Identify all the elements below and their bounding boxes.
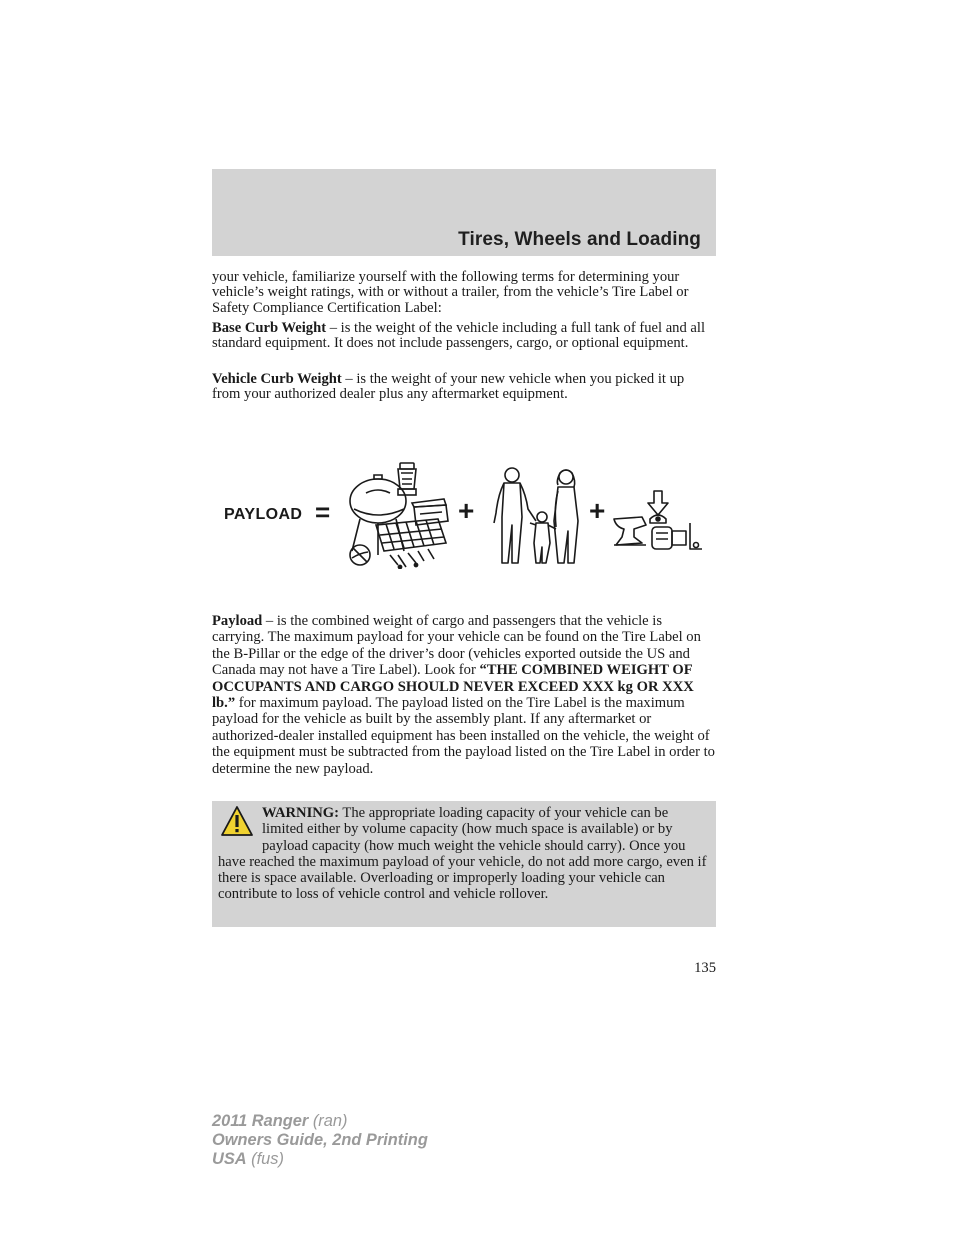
payload-text: for maximum payload. The payload listed on the Tire Label is the maximum payload for the vehicle as built by the assembly plant. If any aftermarket or authorized-dealer installed equipment has been installed on the vehicle, the weight of the equipment must be subtracted from the payload listed on the Tire Label in order to determine the new payload.	[212, 695, 715, 777]
definition-base-curb-weight	[212, 321, 716, 352]
footer-model: 2011 Ranger	[212, 1112, 309, 1130]
footer-line-market	[212, 1150, 428, 1169]
definition-term: Base Curb Weight	[212, 320, 327, 336]
footer-model-code: (ran)	[308, 1112, 348, 1130]
page-number: 135	[694, 960, 716, 976]
cargo-icon	[346, 459, 454, 569]
footer-market: USA	[212, 1150, 247, 1168]
intro-paragraph: your vehicle, familiarize yourself with the following terms for determining your vehicle’s weight ratings, with or without a trailer, from the vehicle’s Tire Label or Safety Compliance Certification Label:	[212, 269, 689, 316]
warning-box	[212, 801, 716, 927]
payload-illustration	[212, 453, 716, 573]
footer-line-edition: Owners Guide, 2nd Printing	[212, 1131, 428, 1149]
warning-label: WARNING:	[262, 805, 340, 821]
payload-term: Payload	[212, 613, 263, 629]
warning-text	[218, 805, 710, 903]
section-title: Tires, Wheels and Loading	[458, 229, 701, 250]
payload-paragraph	[212, 613, 716, 777]
footer	[212, 1112, 428, 1169]
payload-quote: “THE COMBINED WEIGHT OF OCCUPANTS AND CARGO SHOULD NEVER EXCEED XXX kg OR XXX lb.”	[212, 662, 694, 712]
plus-sign: +	[589, 495, 606, 526]
definition-vehicle-curb-weight	[212, 372, 716, 403]
definition-text: – is the weight of the vehicle including a full tank of fuel and all standard equipment. It does not include passengers, cargo, or optional equipment.	[212, 320, 706, 352]
warning-triangle-icon	[220, 805, 254, 838]
plus-sign: +	[458, 495, 475, 526]
passengers-icon	[484, 465, 584, 567]
section-header-band	[212, 169, 716, 256]
aftermarket-equipment-icon	[612, 489, 702, 555]
payload-label: PAYLOAD	[224, 506, 303, 523]
definition-text: – is the weight of your new vehicle when you picked it up from your authorized dealer plus any aftermarket equipment.	[212, 371, 685, 403]
footer-market-code: (fus)	[246, 1150, 284, 1168]
payload-text: – is the combined weight of cargo and passengers that the vehicle is carrying. The maximum payload for your vehicle can be found on the Tire Label on the B-Pillar or the edge of the driver’s door (vehicles exported outside the US and Canada may not have a Tire Label). Look for	[212, 613, 701, 679]
footer-line-model	[212, 1112, 428, 1131]
definition-term: Vehicle Curb Weight	[212, 371, 342, 387]
warning-body: The appropriate loading capacity of your vehicle can be limited either by volume capacity (how much space is available) or by payload capacity (how much weight the vehicle should carry). Once you have reached the maximum payload of your vehicle, do not add more cargo, even if there is space available. Overloading or improperly loading your vehicle can contribute to loss of vehicle control and vehicle rollover.	[218, 805, 707, 903]
equals-sign: =	[315, 497, 331, 527]
